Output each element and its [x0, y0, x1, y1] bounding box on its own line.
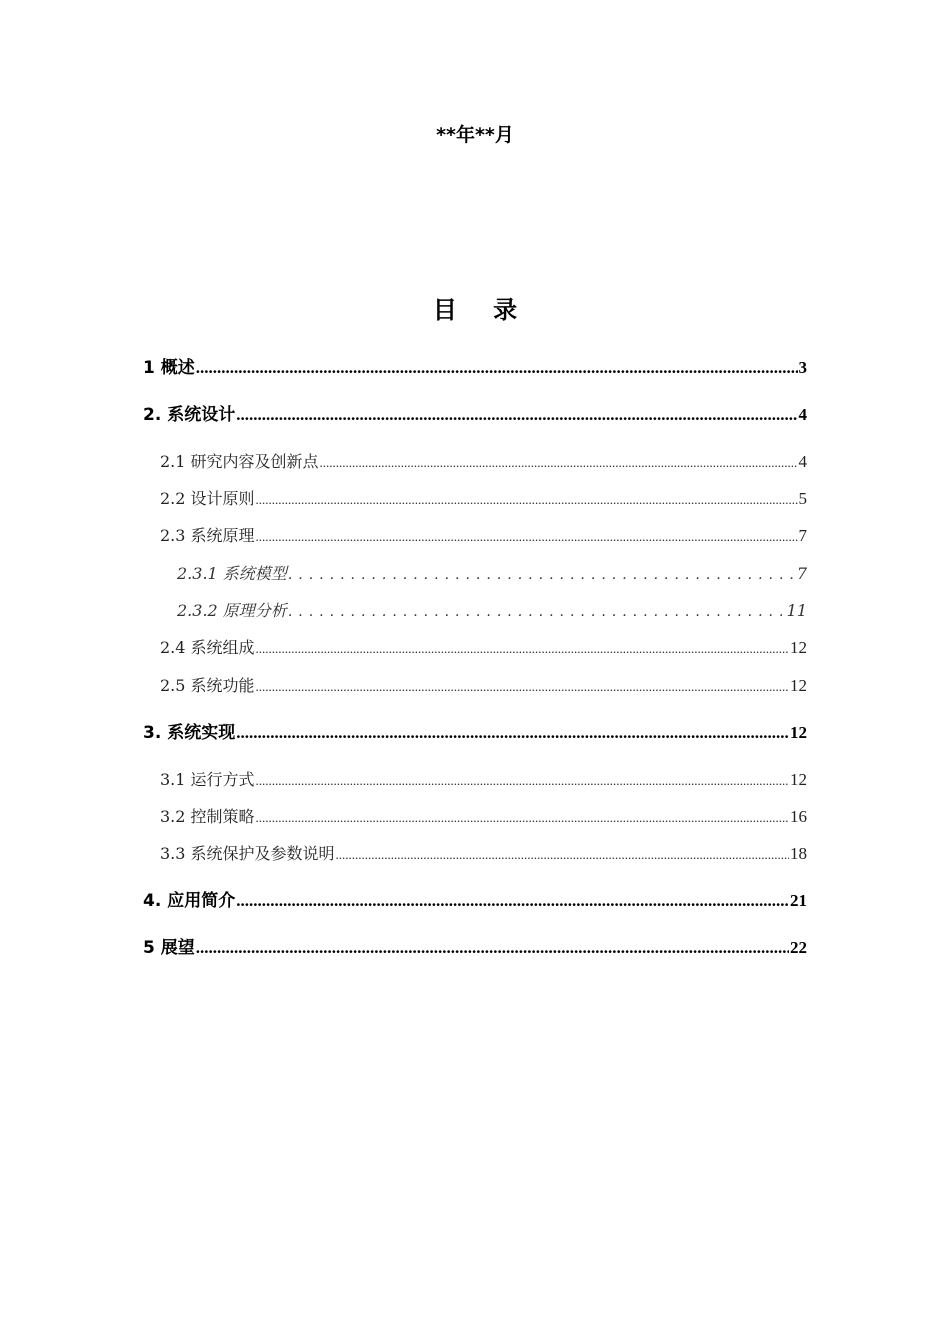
- toc-entry-label: 3.1 运行方式: [160, 770, 255, 789]
- toc-leader: [288, 564, 796, 586]
- toc-page-number: 18: [790, 844, 807, 863]
- toc-entry-label: 4. 应用简介: [143, 891, 236, 911]
- toc-page-number: 7: [798, 526, 807, 545]
- toc-entry-system-implementation[interactable]: [143, 722, 807, 744]
- toc-leader: [196, 937, 789, 959]
- toc-page-number: 4: [798, 452, 807, 471]
- toc-entry-label: 2.3.1 系统模型: [177, 564, 287, 583]
- toc-entry-2-3-1[interactable]: [177, 563, 807, 586]
- toc-entry-overview[interactable]: [143, 357, 807, 379]
- toc-title: 目 录: [432, 296, 532, 324]
- toc-entry-label: 2.5 系统功能: [160, 676, 255, 695]
- toc-entry-2-3-2[interactable]: [177, 600, 807, 623]
- toc-entry-2-1[interactable]: [160, 451, 807, 474]
- toc-page-number: 5: [798, 489, 807, 508]
- toc-entry-label: 2.4 系统组成: [160, 638, 255, 657]
- toc-page-number: 12: [790, 638, 807, 657]
- toc-entry-2-5[interactable]: [160, 675, 807, 698]
- toc-entry-label: 5 展望: [143, 938, 195, 958]
- toc-entry-label: 1 概述: [143, 358, 195, 378]
- toc-page-number: 12: [790, 676, 807, 695]
- toc-entry-label: 3. 系统实现: [143, 723, 236, 743]
- toc-entry-3-1[interactable]: [160, 769, 807, 792]
- toc-entry-2-3[interactable]: [160, 525, 807, 548]
- toc-leader: [256, 489, 798, 511]
- toc-entry-outlook[interactable]: [143, 937, 807, 959]
- toc-leader: [336, 844, 789, 866]
- toc-leader: [236, 722, 789, 744]
- toc-leader: [256, 676, 789, 698]
- toc-entry-label: 2.3 系统原理: [160, 526, 255, 545]
- document-date: **年**月: [436, 124, 514, 146]
- toc-entry-2-4[interactable]: [160, 637, 807, 660]
- toc-entry-3-2[interactable]: [160, 806, 807, 829]
- toc-page-number: 3: [798, 358, 807, 377]
- toc-entry-label: 3.2 控制策略: [160, 807, 255, 826]
- toc-page-number: 4: [798, 405, 807, 424]
- toc-entry-label: 2.1 研究内容及创新点: [160, 452, 319, 471]
- toc-page-number: 12: [790, 770, 807, 789]
- toc-leader: [256, 638, 789, 660]
- toc-page-number: 12: [790, 723, 807, 742]
- toc-entry-label: 2. 系统设计: [143, 405, 236, 425]
- toc-leader: [256, 770, 789, 792]
- toc-entry-system-design[interactable]: [143, 404, 807, 426]
- toc-page-number: 21: [790, 891, 807, 910]
- toc-page-number: 16: [790, 807, 807, 826]
- toc-entry-3-3[interactable]: [160, 843, 807, 866]
- toc-page-number: 7: [796, 564, 807, 583]
- toc-page-number: 22: [790, 938, 807, 957]
- toc-page-number: 11: [786, 601, 807, 620]
- toc-entry-2-2[interactable]: [160, 488, 807, 511]
- toc-leader: [236, 890, 789, 912]
- toc-entry-label: 3.3 系统保护及参数说明: [160, 844, 335, 863]
- toc-leader: [256, 526, 798, 548]
- toc-leader: [256, 807, 789, 829]
- toc-leader: [236, 404, 797, 426]
- toc-leader: [320, 452, 798, 474]
- toc-entry-label: 2.3.2 原理分析: [177, 601, 287, 620]
- toc-leader: [196, 357, 798, 379]
- toc-entry-label: 2.2 设计原则: [160, 489, 255, 508]
- toc-leader: [288, 601, 786, 623]
- toc-entry-application[interactable]: [143, 890, 807, 912]
